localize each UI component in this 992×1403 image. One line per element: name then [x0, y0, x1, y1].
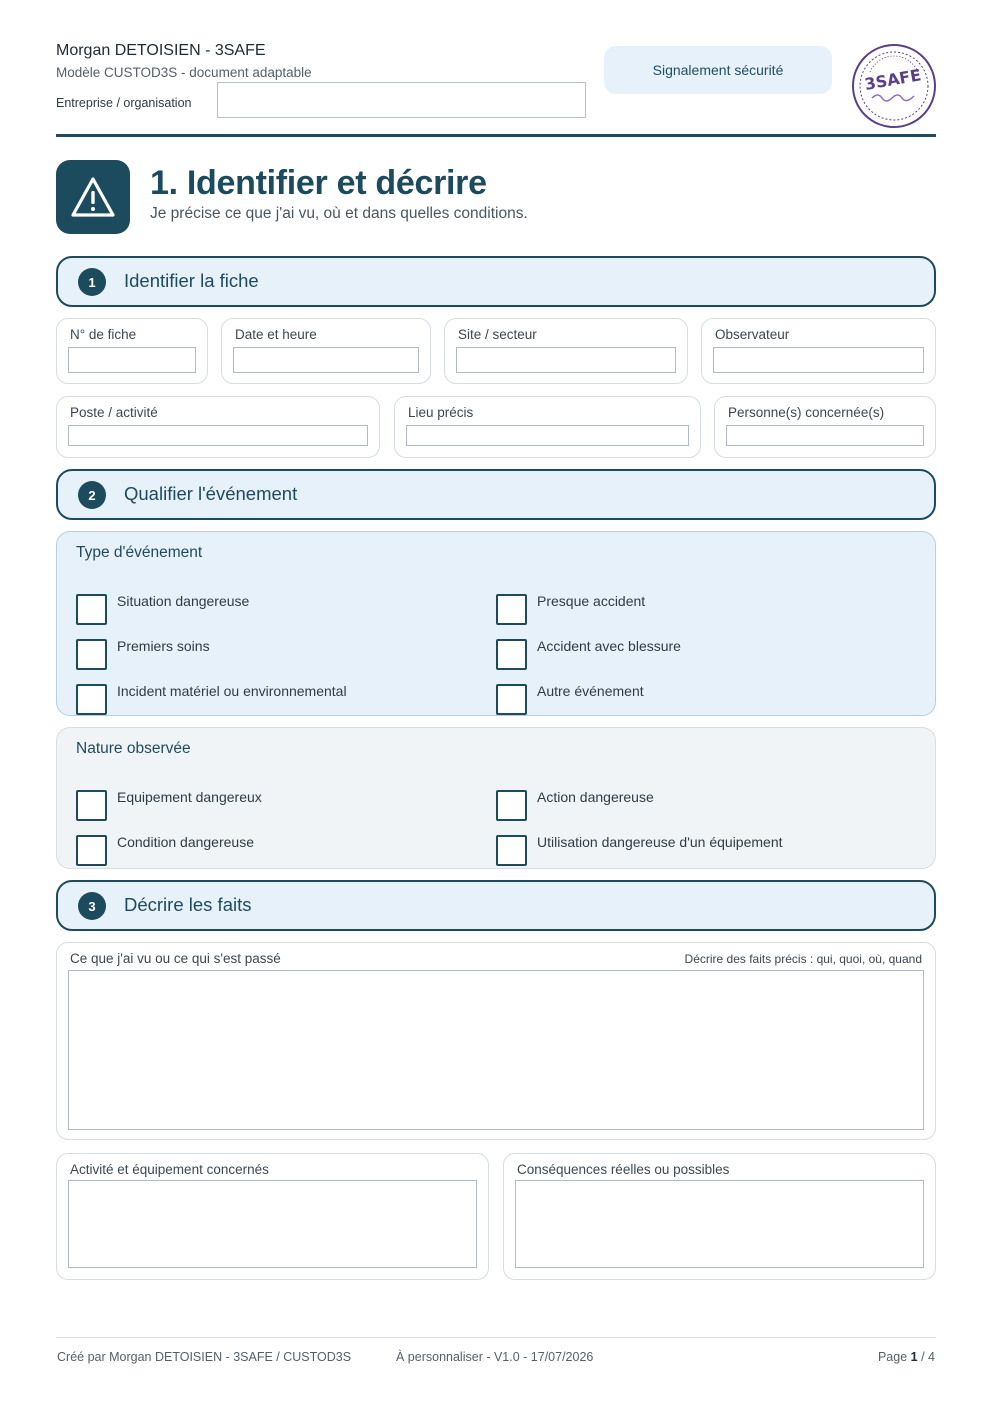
section-identify-header: [56, 256, 936, 307]
checkbox-label: Presque accident: [537, 593, 646, 609]
footer-divider: [56, 1337, 936, 1338]
checkbox-label: Action dangereuse: [537, 789, 654, 805]
field-card-num-fiche: [56, 318, 208, 384]
checkbox-label: Situation dangereuse: [117, 593, 250, 609]
field-card-facts: [56, 942, 936, 1140]
checkbox-accident-blessure[interactable]: [496, 639, 527, 670]
field-label: Poste / activité: [70, 405, 158, 420]
field-label: N° de fiche: [70, 327, 137, 342]
nature-observed-group: [56, 727, 936, 869]
3safe-stamp-logo: [850, 42, 938, 130]
checkbox-label: Condition dangereuse: [117, 834, 254, 850]
event-type-group: [56, 531, 936, 716]
field-card-personnes: [714, 396, 936, 458]
section-title: Décrire les faits: [124, 894, 252, 915]
checkbox-label: Premiers soins: [117, 638, 210, 654]
section-number: 2: [78, 481, 106, 509]
page-indicator: [878, 1350, 935, 1364]
checkbox-incident-materiel[interactable]: [76, 684, 107, 715]
checkbox-label: Autre événement: [537, 683, 644, 699]
report-type-badge: Signalement sécurité: [604, 46, 832, 94]
checkbox-autre-evenement[interactable]: [496, 684, 527, 715]
field-card-activity: [56, 1153, 489, 1280]
personnes-input[interactable]: [726, 425, 924, 446]
checkbox-action-dangereuse[interactable]: [496, 790, 527, 821]
section-qualify-header: [56, 469, 936, 520]
section-title: Qualifier l'événement: [124, 483, 298, 504]
group-title: Type d'événement: [76, 544, 203, 561]
checkbox-label: Accident avec blessure: [537, 638, 681, 654]
consequences-textarea[interactable]: [515, 1180, 924, 1268]
checkbox-label: Equipement dangereux: [117, 789, 262, 805]
checkbox-premiers-soins[interactable]: [76, 639, 107, 670]
field-label: Conséquences réelles ou possibles: [517, 1162, 730, 1177]
checkbox-condition-dangereuse[interactable]: [76, 835, 107, 866]
section-number: 1: [78, 268, 106, 296]
checkbox-utilisation-dangereuse[interactable]: [496, 835, 527, 866]
field-label: Activité et équipement concernés: [70, 1162, 269, 1177]
site-input[interactable]: [456, 347, 676, 373]
num-fiche-input[interactable]: [68, 347, 196, 373]
poste-input[interactable]: [68, 425, 368, 446]
page-current: 1: [910, 1350, 918, 1364]
organization-input[interactable]: [217, 82, 586, 118]
page-separator: /: [921, 1350, 925, 1364]
field-card-observateur: [701, 318, 936, 384]
author-name: Morgan DETOISIEN - 3SAFE: [56, 42, 266, 59]
field-card-site: [444, 318, 688, 384]
checkbox-label: Incident matériel ou environnemental: [117, 683, 347, 699]
model-subtitle: Modèle CUSTOD3S - document adaptable: [56, 65, 312, 80]
page-subtitle: Je précise ce que j'ai vu, où et dans quelles conditions.: [150, 205, 528, 222]
footer-credit: Créé par Morgan DETOISIEN - 3SAFE / CUSTOD3S: [57, 1350, 352, 1364]
svg-text:3SAFE: 3SAFE: [863, 65, 923, 94]
field-hint: Décrire des faits précis : qui, quoi, où, quand: [684, 952, 922, 966]
section-title: Identifier la fiche: [124, 270, 259, 291]
field-label: Ce que j'ai vu ou ce qui s'est passé: [70, 951, 281, 966]
field-card-poste: [56, 396, 380, 458]
page-title: 1. Identifier et décrire: [150, 164, 487, 202]
checkbox-situation-dangereuse[interactable]: [76, 594, 107, 625]
observateur-input[interactable]: [713, 347, 924, 373]
field-label: Personne(s) concernée(s): [728, 405, 885, 420]
header-divider: [56, 134, 936, 137]
field-card-date-heure: [221, 318, 431, 384]
field-label: Site / secteur: [458, 327, 537, 342]
checkbox-equipement-dangereux[interactable]: [76, 790, 107, 821]
page-prefix: Page: [877, 1350, 908, 1364]
page-total: 4: [928, 1350, 935, 1364]
document-header: [56, 40, 936, 130]
lieu-input[interactable]: [406, 425, 689, 446]
section-number: 3: [78, 892, 106, 920]
activity-textarea[interactable]: [68, 1180, 477, 1268]
field-label: Lieu précis: [408, 405, 474, 420]
field-card-lieu: [394, 396, 701, 458]
group-title: Nature observée: [76, 740, 191, 757]
footer-version: À personnaliser - V1.0 - 17/07/2026: [396, 1350, 594, 1364]
section-describe-header: [56, 880, 936, 931]
field-label: Date et heure: [235, 327, 317, 342]
field-card-consequences: [503, 1153, 936, 1280]
checkbox-presque-accident[interactable]: [496, 594, 527, 625]
date-heure-input[interactable]: [233, 347, 419, 373]
field-label: Observateur: [715, 327, 790, 342]
organization-label: Entreprise / organisation: [56, 96, 192, 110]
facts-textarea[interactable]: [68, 970, 924, 1130]
warning-triangle-icon: [56, 160, 130, 234]
checkbox-label: Utilisation dangereuse d'un équipement: [537, 834, 783, 850]
